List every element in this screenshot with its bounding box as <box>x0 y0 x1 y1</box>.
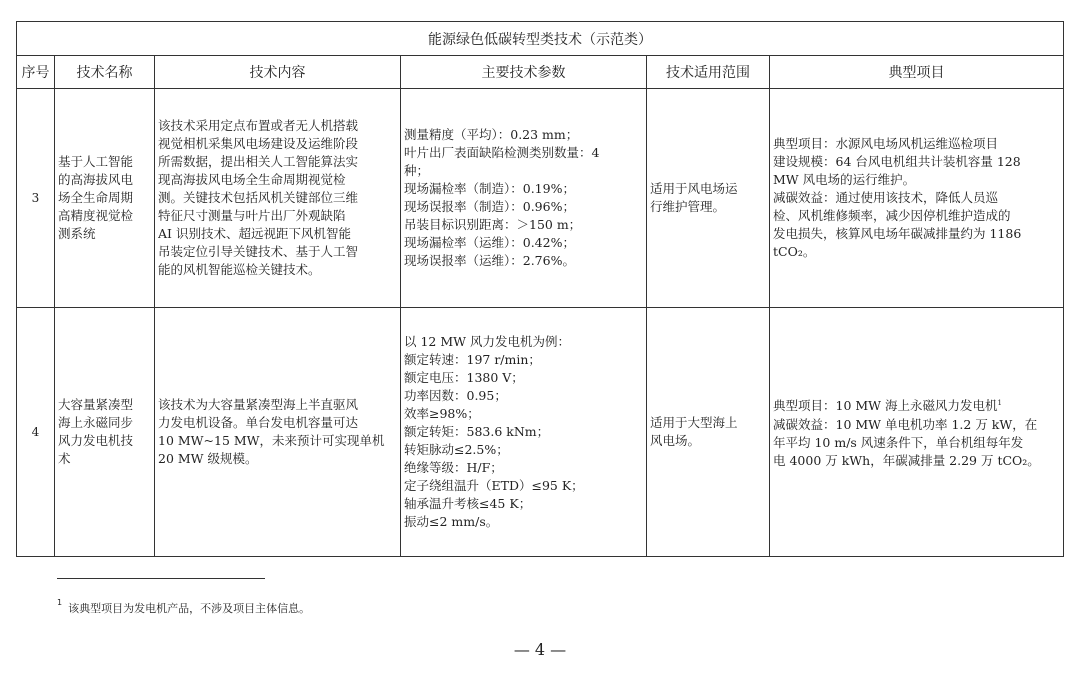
row-seq: 4 <box>17 308 55 557</box>
tech-content-line: 能的风机智能巡检关键技术。 <box>158 262 321 277</box>
header-scope: 技术适用范围 <box>647 56 770 89</box>
tech-param-line: 现场漏检率（制造）：0.19%； <box>404 181 575 196</box>
header-seq: 序号 <box>17 56 55 89</box>
typical-project-cell <box>770 308 1064 557</box>
tech-param-line: 现场误报率（制造）：0.96%； <box>404 199 575 214</box>
tech-content-line: 力发电机设备。单台发电机容量可达 <box>158 415 359 430</box>
tech-name-line: 海上永磁同步 <box>58 415 134 430</box>
footnote-divider <box>57 578 265 579</box>
header-params: 主要技术参数 <box>401 56 647 89</box>
tech-params-cell <box>401 89 647 308</box>
tech-param-line: 功率因数：0.95； <box>404 388 507 403</box>
tech-param-line: 现场漏检率（运维）：0.42%； <box>404 235 575 250</box>
header-content: 技术内容 <box>155 56 401 89</box>
tech-scope-line: 行维护管理。 <box>650 199 726 214</box>
tech-content-line: 该技术为大容量紧凑型海上半直驱风 <box>158 397 359 412</box>
table-row <box>17 89 1064 308</box>
tech-param-line: 绝缘等级：H/F； <box>404 460 503 475</box>
typical-project-cell <box>770 89 1064 308</box>
row-seq: 3 <box>17 89 55 308</box>
tech-content-line: 10 MW~15 MW，未来预计可实现单机 <box>158 433 385 448</box>
tech-param-line: 额定转速：197 r/min； <box>404 352 541 367</box>
tech-param-line: 测量精度（平均）：0.23 mm； <box>404 127 579 142</box>
tech-name-line: 术 <box>58 451 71 466</box>
tech-params-cell <box>401 308 647 557</box>
project-title-text: 典型项目：10 MW 海上永磁风力发电机 <box>773 398 998 414</box>
tech-name-line: 测系统 <box>58 226 96 241</box>
tech-name-line: 基于人工智能 <box>58 154 134 169</box>
tech-scope-cell <box>647 308 770 557</box>
tech-param-line: 轴承温升考核≤45 K； <box>404 496 532 511</box>
tech-name-line: 高精度视觉检 <box>58 208 134 223</box>
project-line: 检、风机维修频率，减少因停机维护造成的 <box>773 208 1011 223</box>
page-number: — 4 — <box>513 640 567 659</box>
tech-param-line: 效率≥98%； <box>404 406 480 421</box>
tech-name-cell <box>55 89 155 308</box>
tech-scope-line: 适用于大型海上 <box>650 415 738 430</box>
tech-param-line: 定子绕组温升（ETD）≤95 K； <box>404 478 584 493</box>
tech-content-line: 该技术采用定点布置或者无人机搭载 <box>158 118 359 133</box>
tech-scope-line: 风电场。 <box>650 433 701 448</box>
tech-content-line: 吊装定位引导关键技术、基于人工智 <box>158 244 359 259</box>
footnote-ref[interactable]: 1 <box>997 399 1002 408</box>
tech-name-cell <box>55 308 155 557</box>
project-line <box>773 394 1060 415</box>
project-line: 发电损失，核算风电场年碳减排量约为 1186 <box>773 226 1022 241</box>
tech-param-line: 转矩脉动≤2.5%； <box>404 442 509 457</box>
tech-name-line: 场全生命周期 <box>58 190 134 205</box>
tech-content-cell <box>155 89 401 308</box>
tech-content-cell <box>155 308 401 557</box>
project-line: 建设规模：64 台风电机组共计装机容量 128 <box>773 154 1021 169</box>
tech-param-line: 现场误报率（运维）：2.76%。 <box>404 253 575 268</box>
footnote-text: 该典型项目为发电机产品，不涉及项目主体信息。 <box>68 602 311 615</box>
footnote-marker: 1 <box>57 598 63 607</box>
tech-param-line: 种； <box>404 163 430 178</box>
header-project: 典型项目 <box>770 56 1064 89</box>
table-title: 能源绿色低碳转型类技术（示范类） <box>17 22 1064 56</box>
tech-content-line: 特征尺寸测量与叶片出厂外观缺陷 <box>158 208 346 223</box>
tech-name-line: 风力发电机技 <box>58 433 134 448</box>
technology-table <box>16 21 1064 557</box>
tech-param-line: 吊装目标识别距离：＞150 m； <box>404 217 582 232</box>
tech-content-line: 视觉相机采集风电场建设及运维阶段 <box>158 136 359 151</box>
project-line: 减碳效益：10 MW 单电机功率 1.2 万 kW，在 <box>773 416 1038 432</box>
project-line: MW 风电场的运行维护。 <box>773 172 916 187</box>
tech-name-line: 大容量紧凑型 <box>58 397 134 412</box>
project-line: 年平均 10 m/s 风速条件下，单台机组每年发 <box>773 434 1024 450</box>
tech-content-line: AI 识别技术、超远视距下风机智能 <box>158 226 351 241</box>
tech-content-line: 测。关键技术包括风机关键部位三维 <box>158 190 359 205</box>
tech-content-line: 现高海拔风电场全生命周期视觉检 <box>158 172 346 187</box>
tech-content-line: 20 MW 级规模。 <box>158 451 258 466</box>
tech-param-line: 额定转矩：583.6 kNm； <box>404 424 550 439</box>
tech-param-line: 额定电压：1380 V； <box>404 370 524 385</box>
project-line: 典型项目：水源风电场风机运维巡检项目 <box>773 136 999 151</box>
project-line: 电 4000 万 kWh，年碳减排量 2.29 万 tCO₂。 <box>773 452 1040 468</box>
tech-param-line: 叶片出厂表面缺陷检测类别数量：4 <box>404 145 600 160</box>
project-line: 减碳效益：通过使用该技术，降低人员巡 <box>773 190 999 205</box>
tech-content-line: 所需数据，提出相关人工智能算法实 <box>158 154 359 169</box>
footnote <box>57 600 310 616</box>
tech-scope-line: 适用于风电场运 <box>650 181 738 196</box>
tech-name-line: 的高海拔风电 <box>58 172 134 187</box>
tech-param-line: 振动≤2 mm/s。 <box>404 514 499 529</box>
header-name: 技术名称 <box>55 56 155 89</box>
project-line: tCO₂。 <box>773 244 816 259</box>
table-row <box>17 308 1064 557</box>
tech-scope-cell <box>647 89 770 308</box>
tech-param-line: 以 12 MW 风力发电机为例： <box>404 334 570 349</box>
